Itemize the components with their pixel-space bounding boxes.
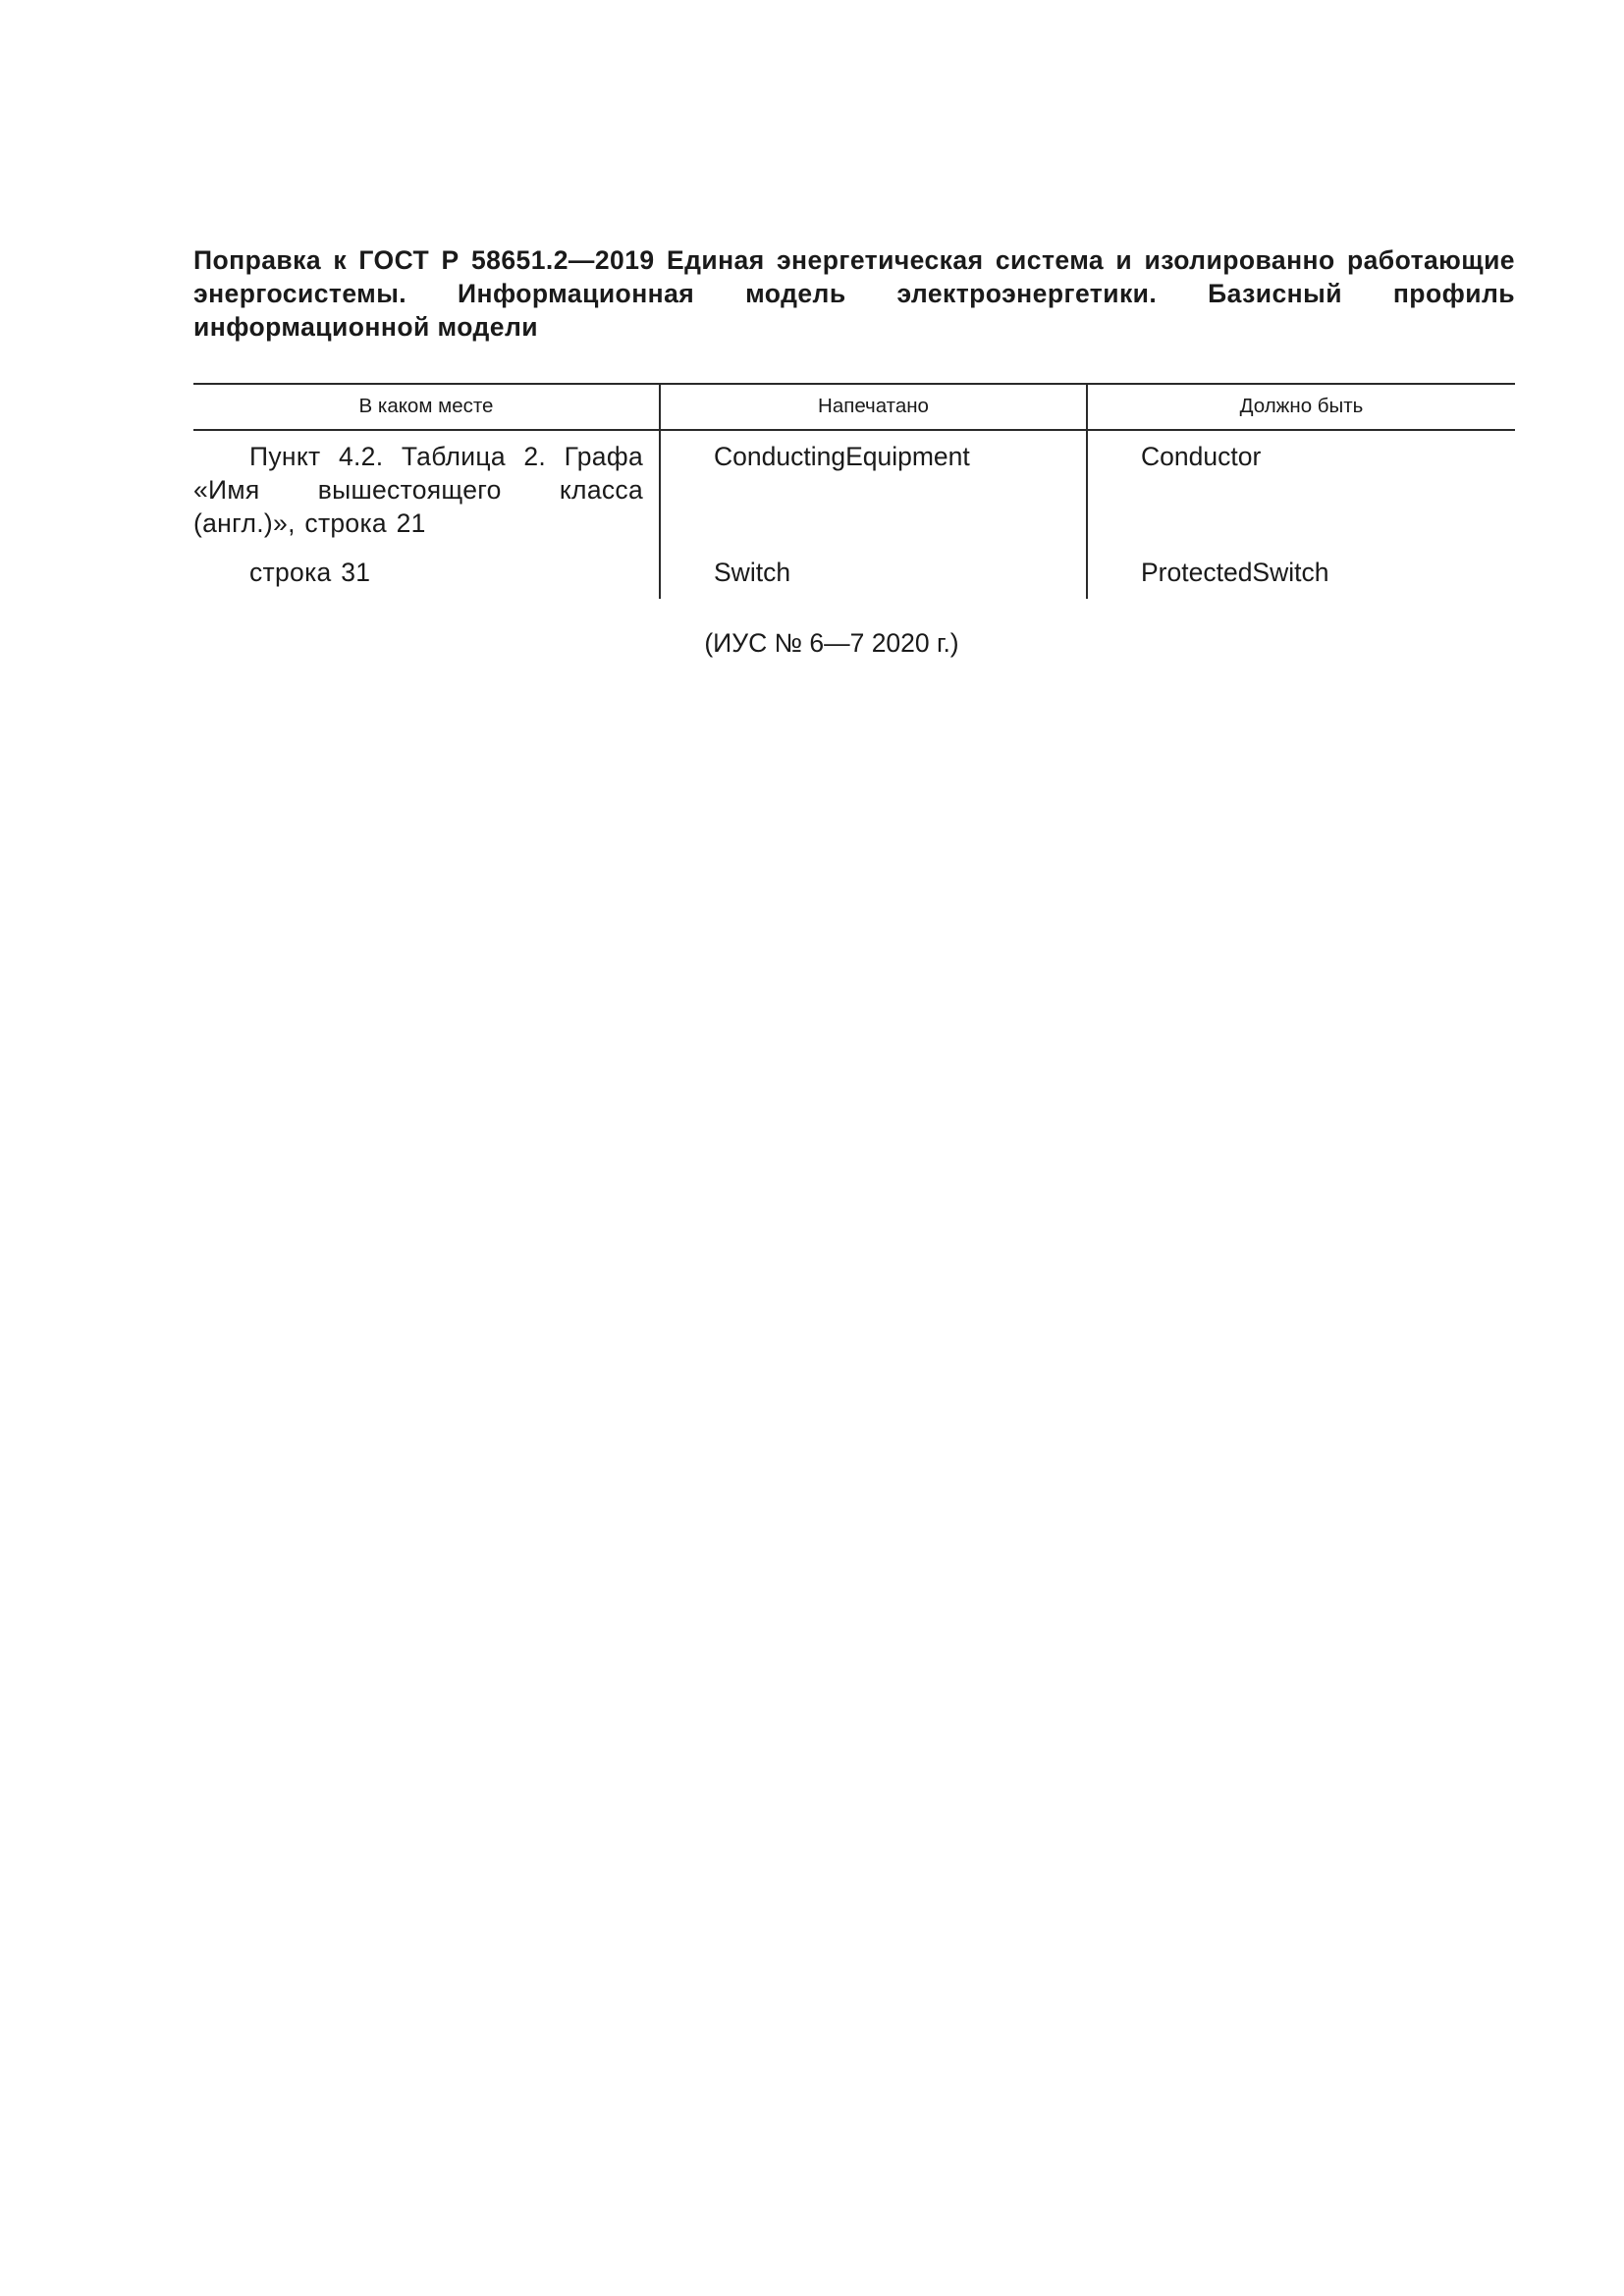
- table-top-rule: [193, 383, 1515, 385]
- document-title: Поправка к ГОСТ Р 58651.2—2019 Единая энергетическая система и изолированно работающие энергосистемы. Информационная модель электроэнергетики. Базисный профиль информационной модели: [193, 245, 1515, 342]
- issue-reference: (ИУС № 6—7 2020 г.): [704, 628, 959, 658]
- row1-location: Пункт 4.2. Таблица 2. Графа «Имя вышестоящего класса (англ.)», строка 21: [193, 442, 643, 538]
- header-printed: Напечатано: [818, 395, 929, 417]
- row2-should-be: ProtectedSwitch: [1141, 558, 1329, 587]
- row2-printed: Switch: [714, 558, 791, 587]
- header-should-be: Должно быть: [1239, 395, 1364, 417]
- table-header-rule: [193, 429, 1515, 431]
- row1-printed: ConductingEquipment: [714, 442, 970, 471]
- header-location: В каком месте: [358, 395, 494, 417]
- row1-should-be: Conductor: [1141, 442, 1262, 471]
- row2-location: строка 31: [249, 558, 371, 587]
